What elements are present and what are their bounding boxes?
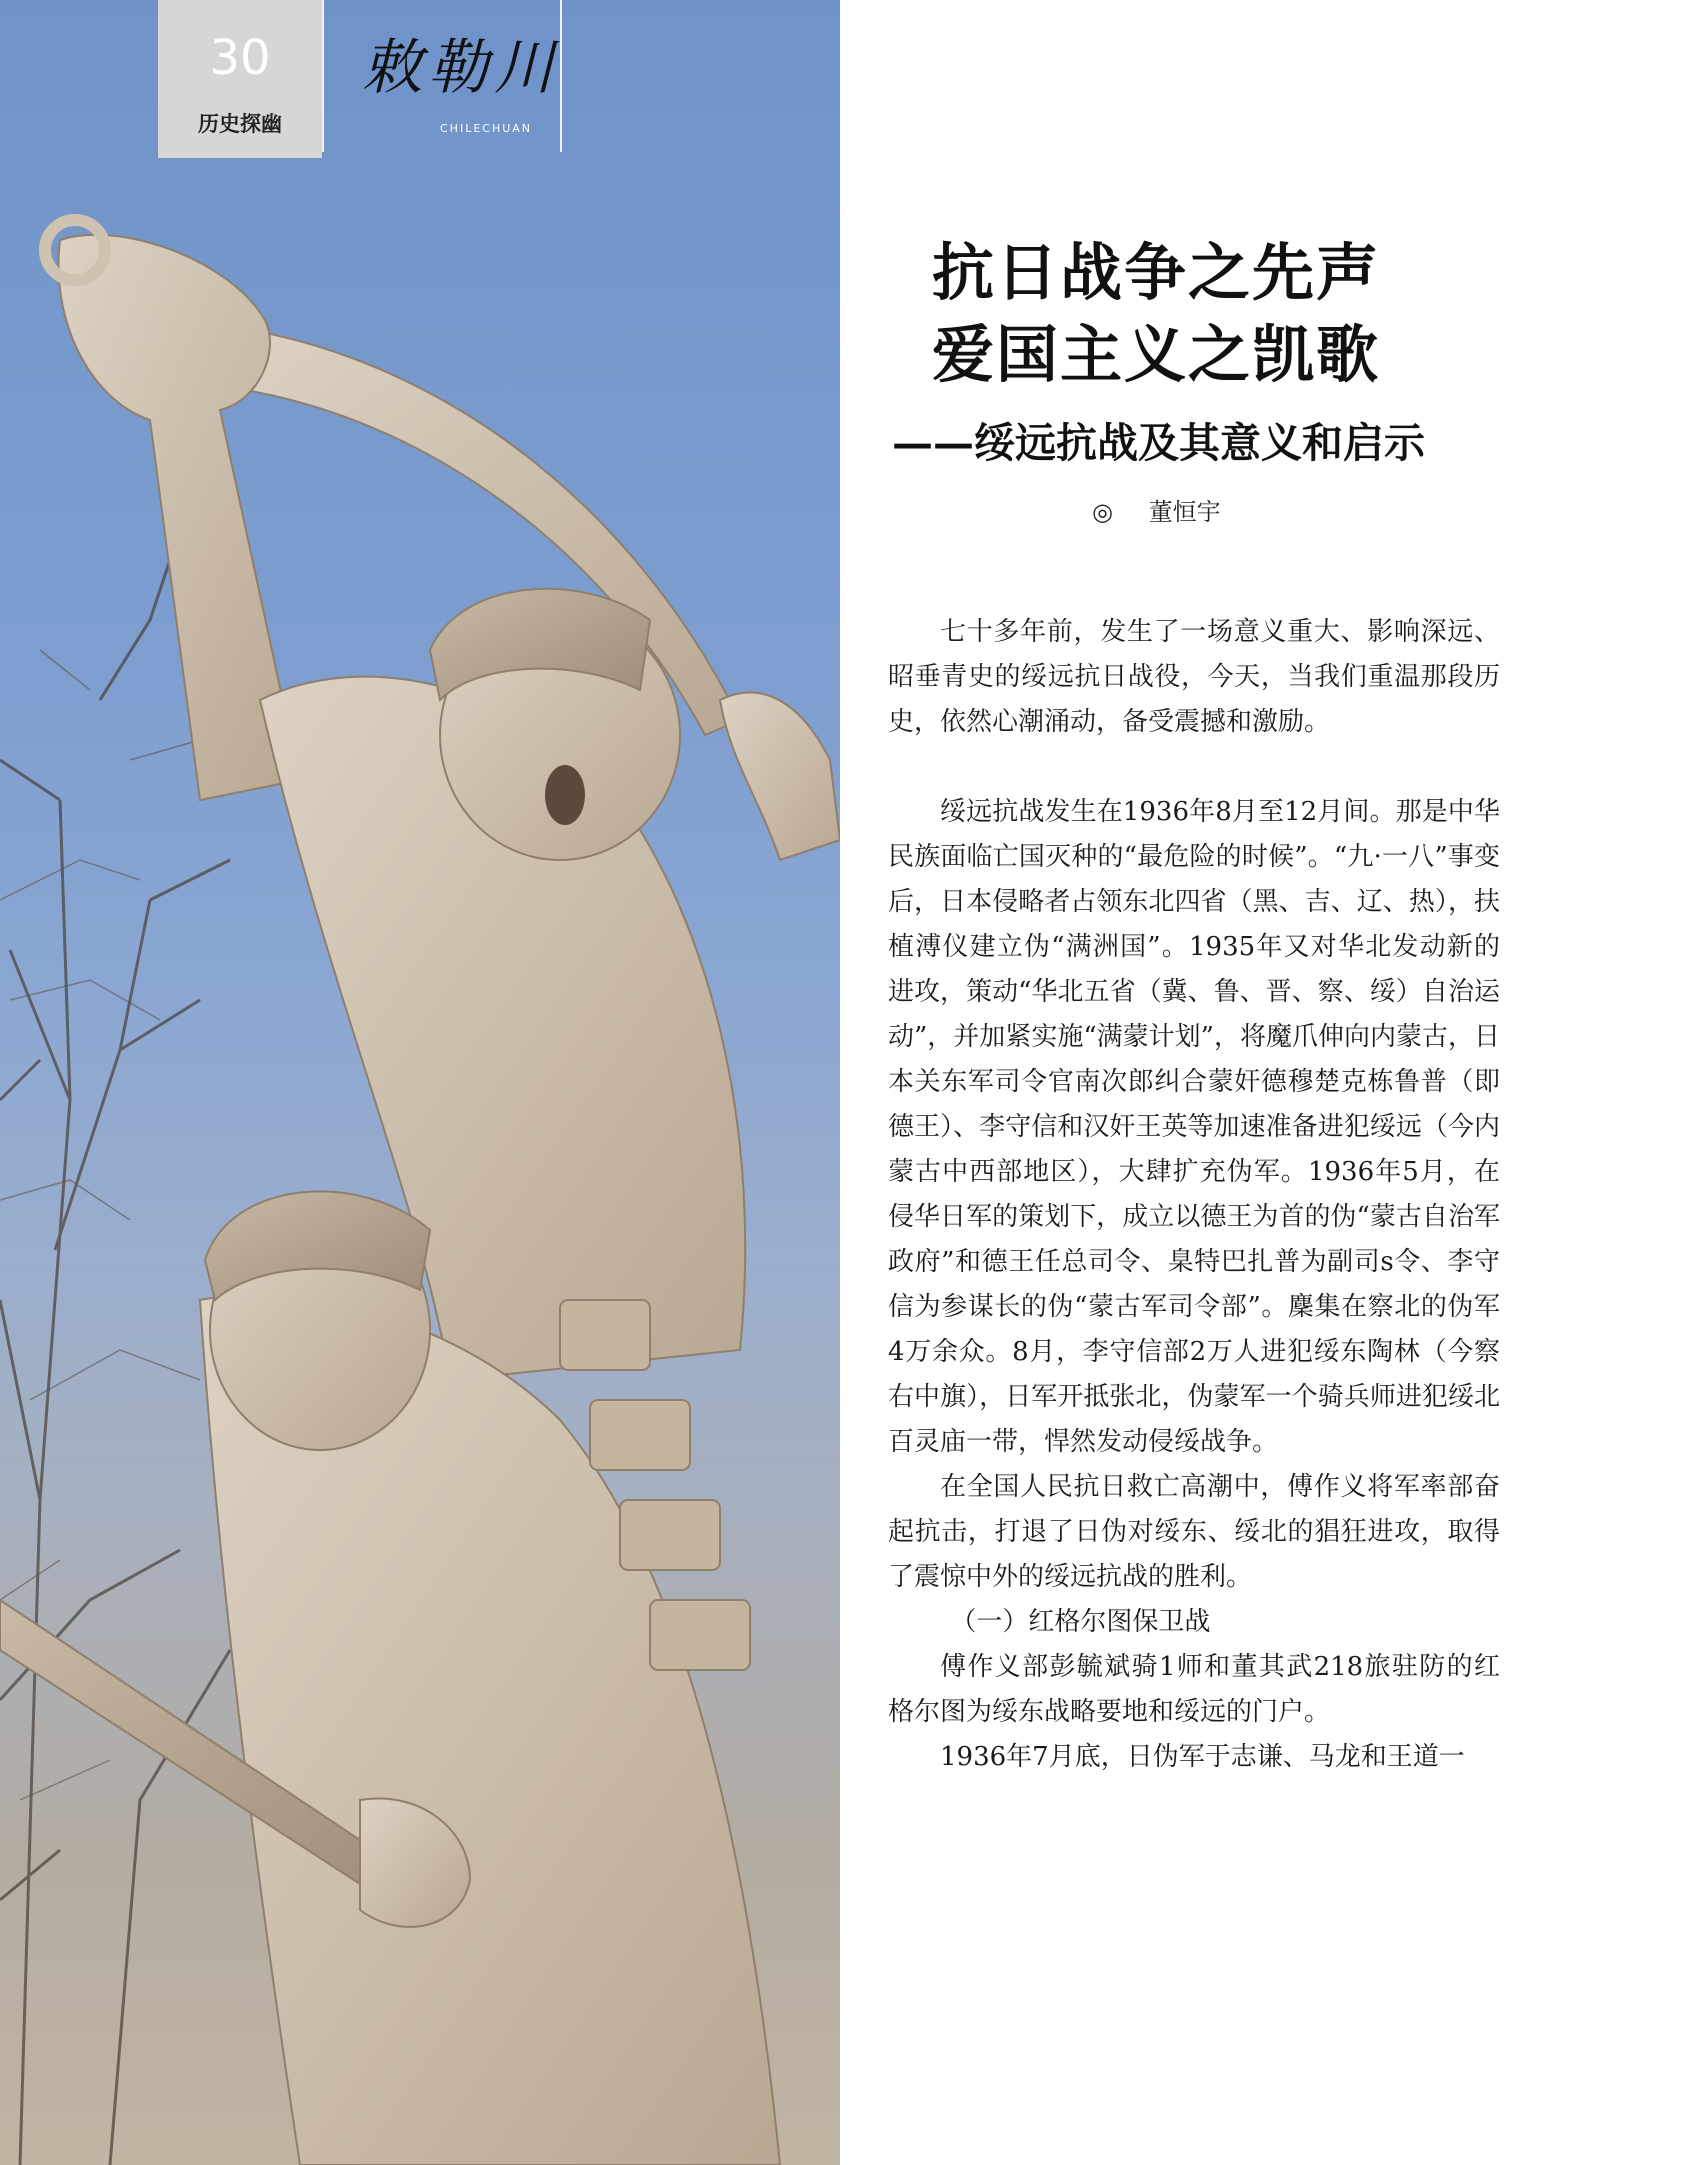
statue-photo (0, 0, 840, 2165)
paragraph: 1936年7月底，日伪军于志谦、马龙和王道一 (940, 1742, 1465, 1772)
author-name: 董恒宇 (1148, 498, 1221, 526)
tree-branches (0, 560, 230, 2165)
header-divider-left (322, 0, 324, 152)
section-heading: （一）红格尔图保卫战 (950, 1607, 1211, 1637)
page-tab (158, 0, 322, 158)
article-title-line-1: 抗日战争之先声 (932, 236, 1381, 309)
section-label: 历史探幽 (198, 112, 282, 136)
paragraph: 傅作义部彭毓斌骑1师和董其武218旅驻防的红格尔图为绥东战略要地和绥远的门户。 (888, 1652, 1500, 1727)
page-number: 30 (209, 30, 271, 86)
paragraph: 绥远抗战发生在1936年8月至12月间。那是中华民族面临亡国灭种的“最危险的时候”。“九·一八”事变后，日本侵略者占领东北四省（黑、吉、辽、热），扶植溥仪建立伪“满洲国”。1935年又对华北发动新的进攻，策动“华北五省（冀、鲁、晋、察、绥）自治运动”，并加紧实施“满蒙计划”，将魔爪伸向内蒙古，日本关东军司令官南次郎纠合蒙奸德穆楚克栋鲁普（即德王）、李守信和汉奸王英等加速准备进犯绥远（今内蒙古中西部地区），大肆扩充伪军。1936年5月，在侵华日军的策划下，成立以德王为首的伪“蒙古自治军政府”和德王任总司令、臬特巴扎普为副司s令、李守信为参谋长的伪“蒙古军司令部”。麇集在察北的伪军4万余众。8月，李守信部2万人进犯绥东陶林（今察右中旗），日军开抵张北，伪蒙军一个骑兵师进犯绥北百灵庙一带，悍然发动侵绥战争。 (888, 797, 1500, 1457)
article-title-line-2: 爱国主义之凯歌 (932, 318, 1381, 391)
statue-illustration (0, 0, 840, 2165)
header-divider-right (560, 0, 562, 152)
byline (1092, 492, 1221, 527)
paragraph: 七十多年前，发生了一场意义重大、影响深远、昭垂青史的绥远抗日战役，今天，当我们重温那段历史，依然心潮涌动，备受震撼和激励。 (888, 617, 1500, 737)
paragraph: 在全国人民抗日救亡高潮中，傅作义将军率部奋起抗击，打退了日伪对绥东、绥北的猖狂进攻，取得了震惊中外的绥远抗战的胜利。 (888, 1472, 1500, 1592)
article-subtitle: ——绥远抗战及其意义和启示 (892, 419, 1425, 467)
magazine-logo-subtext: CHILECHUAN (440, 122, 533, 135)
byline-mark-icon: ◎ (1092, 498, 1113, 526)
article-title-block (892, 232, 1592, 469)
magazine-logo: 敕勒川 (362, 33, 560, 103)
article-body (888, 610, 1500, 1780)
